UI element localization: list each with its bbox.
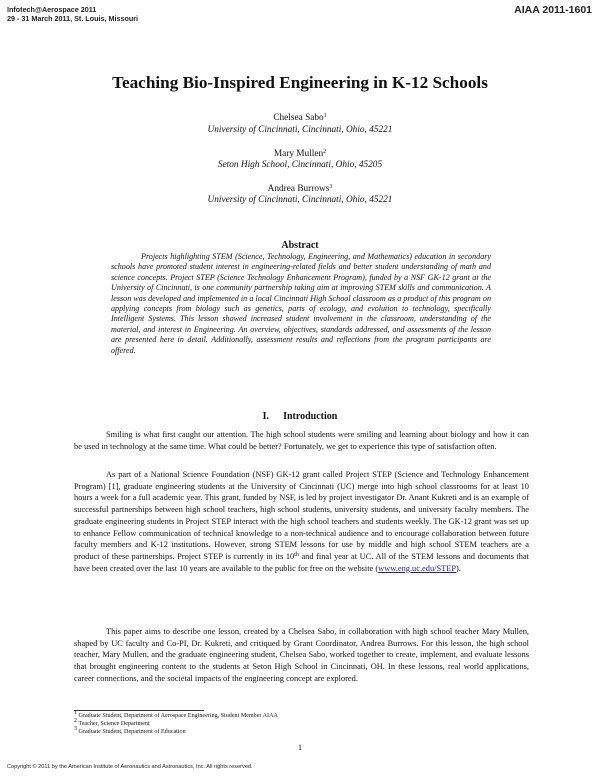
- author-affiliation-2: Seton High School, Cincinnati, Ohio, 45205: [217, 160, 383, 170]
- footnote-1: $^1$ Graduate Student, Department of Aerospace Engineering, Student Member AIAA: [74, 710, 278, 719]
- section-heading: [0, 411, 600, 422]
- author-name-1: Chelsea Sabo$^1$: [273, 113, 327, 123]
- footnote-divider: [74, 710, 204, 711]
- page-number: 1: [297, 742, 303, 752]
- paper-id: AIAA 2011-1601: [514, 4, 592, 16]
- footnote-3: $^3$ Graduate Student, Department of Education: [74, 726, 186, 735]
- abstract-text: Projects highlighting STEM (Science, Technology, Engineering, and Mathematics) education in secondary schools have promoted student interest in engineering-related fields and better student understanding of math and science concepts. Project STEP (Science Technology Enhancement Program), funded by a NSF GK-12 grant at the University of Cincinnati, is one community partnership taking aim at improving STEM skills and communication. A lesson was developed and implemented in a local Cincinnati High School classroom as a product of this program on applying concepts from biology such as genetics, parts of ecology, and evolution to technology, specifically Intelligent Systems. This lesson showed increased student involvement in the classroom, understanding of the material, and interest in Engineering. An overview, objectives, standards addressed, and assessments of the lesson are presented here in detail. Additionally, assessment results and reflections from the program participants are offered.: [111, 252, 491, 355]
- section-title: Introduction: [283, 411, 338, 422]
- intro-paragraph-1: Smiling is what first caught our attention. The high school students were smiling and learning about biology and how it can be used in technology at the same time. What could be better? Fortunately, we get to experience this type of satisfaction often.: [74, 430, 529, 451]
- paper-title: Teaching Bio-Inspired Engineering in K-12 Schools: [112, 73, 488, 92]
- author-name-2: Mary Mullen$^2$: [273, 149, 327, 159]
- author-affiliation-1: University of Cincinnati, Cincinnati, Ohio, 45221: [207, 125, 393, 135]
- abstract-heading: Abstract: [281, 240, 319, 251]
- copyright-notice: Copyright © 2011 by the American Institute of Aeronautics and Astronautics, Inc. All rights reserved.: [7, 764, 253, 770]
- section-number: I.: [262, 411, 270, 422]
- conference-header: [7, 5, 138, 23]
- author-affiliation-3: University of Cincinnati, Cincinnati, Ohio, 45221: [207, 195, 393, 205]
- footnote-2: $^2$ Teacher, Science Department: [74, 718, 150, 727]
- author-name-3: Andrea Burrows$^3$: [267, 184, 333, 194]
- step-website-link[interactable]: www.eng.uc.edu/STEP: [378, 563, 457, 573]
- intro-paragraph-2: As part of a National Science Foundation (NSF) GK-12 grant called Project STEP (Science and Technology Enhancement Program) [1], graduate engineering students at the University of Cincinnati (UC) merge into high school classrooms for at least 10 hours a week for a full academic year. This grant, funded by NSF, is led by project investigator Dr. Anant Kukreti and is an example of successful partnerships between high school teachers, high school students, university students, and university faculty members. The graduate engineering students in Project STEP interact with the high school teachers and students weekly. The GK-12 grant was set up to enhance Fellow communication of technical knowledge to a non-technical audience and to encourage collaboration between future faculty members and K-12 institutions. However, strong STEM lessons for use by middle and high school STEM teachers are a product of these partnerships. Project STEP is currently in its 10th and final year at UC. All of the STEM lessons and documents that have been created over the last 10 years are available to the public for free on the website (www.eng.uc.edu/STEP).: [74, 470, 529, 573]
- conference-name: Infotech@Aerospace 2011: [7, 5, 97, 14]
- intro-paragraph-3: This paper aims to describe one lesson, created by a Chelsea Sabo, in collaboration with high school teacher Mary Mullen, shaped by UC faculty and Co-PI, Dr. Kukreti, and critiqued by Grant Coordinator, Andrea Burrows. For this lesson, the high school teacher, Mary Mullen, and the graduate engineering student, Chelsea Sabo, worked together to create, implement, and evaluate lessons that brought engineering content to the students at Seton High School in Cincinnati, OH. In these lessons, real world applications, career connections, and the societal impacts of the engineering concept are explored.: [74, 627, 529, 683]
- conference-dates: 29 - 31 March 2011, St. Louis, Missouri: [7, 14, 139, 23]
